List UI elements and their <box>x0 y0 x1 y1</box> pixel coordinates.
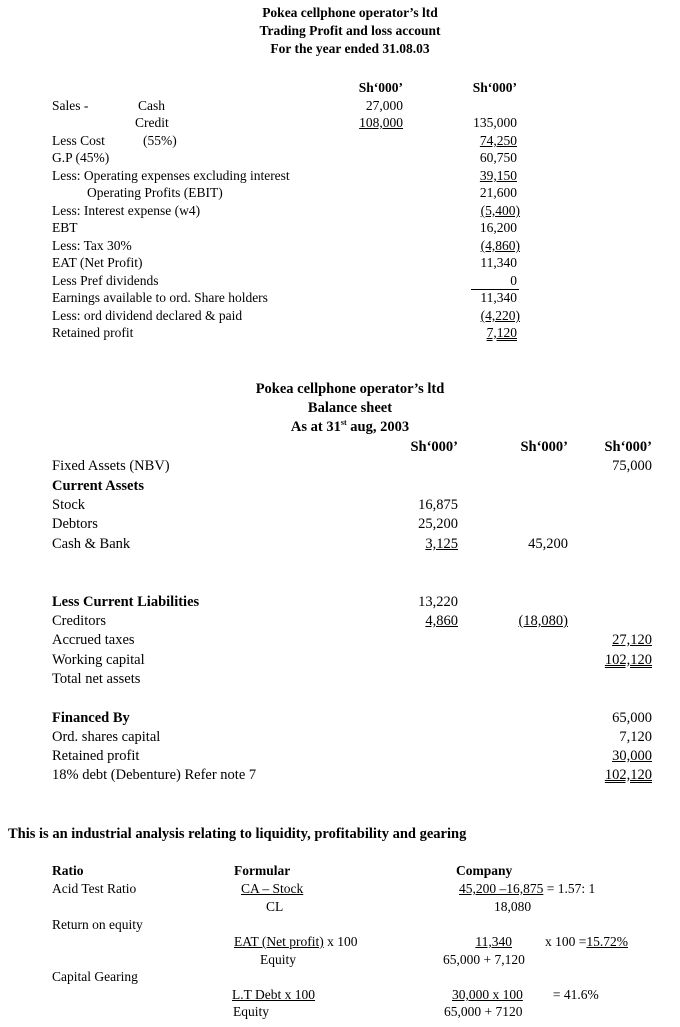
acid-test-formula-denominator: CL <box>266 899 284 914</box>
acid-test-company-denominator: 18,080 <box>494 899 532 914</box>
balance-col3-head: Sh‘000’ <box>604 439 652 455</box>
trading-row-v2: (4,860) <box>480 238 520 253</box>
trading-row-sub: (55%) <box>143 133 177 148</box>
trading-row-label: Less Cost <box>52 133 105 148</box>
trading-row-label: Less: ord dividend declared & paid <box>52 308 243 323</box>
creditors-label: Creditors <box>52 613 106 629</box>
trading-row-v2: 21,600 <box>479 185 517 200</box>
gearing-company-value: 30,000 x 100 = 41.6% <box>452 987 599 1002</box>
retained-profit-value: 30,000 <box>612 748 652 764</box>
balance-col1-head: Sh‘000’ <box>410 439 458 455</box>
gearing-formula-numerator: L.T Debt x 100 <box>232 987 315 1002</box>
trading-col1-head: Sh‘000’ <box>358 80 403 95</box>
roe-formula-denominator: Equity <box>260 952 296 967</box>
trading-row-v1: 108,000 <box>359 115 403 130</box>
trading-row-v2: 11,340 <box>480 290 517 305</box>
trading-row-sub: Cash <box>138 98 165 113</box>
trading-row-label: Less: Tax 30% <box>52 238 132 253</box>
trading-row-label: Retained profit <box>52 325 134 340</box>
ratio-heading: Ratio <box>52 863 84 878</box>
working-capital-value: 102,120 <box>604 652 652 668</box>
stock-label: Stock <box>52 497 86 513</box>
cash-value: 3,125 <box>425 536 458 552</box>
ord-shares-value: 7,120 <box>619 729 652 745</box>
trading-row-v2: (4,220) <box>480 308 520 323</box>
debtors-label: Debtors <box>52 516 98 532</box>
roe-company-denominator: 65,000 + 7,120 <box>443 952 525 967</box>
trading-title-statement: Trading Profit and loss account <box>259 23 441 38</box>
current-assets-total: 45,200 <box>528 536 568 552</box>
trading-retained-profit-value: 7,120 <box>486 325 517 340</box>
cash-label: Cash & Bank <box>52 536 131 552</box>
less-current-liabilities-heading: Less Current Liabilities <box>52 594 200 610</box>
balance-col2-head: Sh‘000’ <box>520 439 568 455</box>
total-net-assets-label: Total net assets <box>52 671 141 687</box>
trading-row-label: Earnings available to ord. Share holders <box>52 290 268 305</box>
trading-title-period: For the year ended 31.08.03 <box>270 41 430 56</box>
trading-row-v1: 27,000 <box>365 98 403 113</box>
fixed-assets-label: Fixed Assets (NBV) <box>52 458 170 474</box>
roe-company-value: 11,340 x 100 =15.72% <box>475 934 628 949</box>
company-heading: Company <box>456 863 513 878</box>
trading-row-v2: 135,000 <box>473 115 517 130</box>
trading-row-v2: 60,750 <box>479 150 517 165</box>
balance-title-statement: Balance sheet <box>307 400 393 416</box>
acid-test-label: Acid Test Ratio <box>52 881 137 896</box>
creditors-value: 4,860 <box>425 613 458 629</box>
trading-row-label: Less Pref dividends <box>52 273 159 288</box>
gearing-formula-denominator: Equity <box>233 1004 269 1019</box>
roe-formula-numerator: EAT (Net profit) x 100 <box>234 934 358 949</box>
trading-row-v2: 39,150 <box>479 168 517 183</box>
trading-row-label: EAT (Net Profit) <box>52 255 143 270</box>
ord-shares-label: Ord. shares capital <box>52 729 161 745</box>
trading-row-v2: 16,200 <box>479 220 517 235</box>
debenture-label: 18% debt (Debenture) Refer note 7 <box>52 767 257 783</box>
trading-row-label: Sales - <box>52 98 89 113</box>
trading-row-sub: Credit <box>135 115 169 130</box>
acid-test-company-value: 45,200 –16,875 = 1.57: 1 <box>459 881 596 896</box>
trading-row-label: EBT <box>52 220 78 235</box>
financed-by-value: 65,000 <box>612 710 652 726</box>
analysis-intro: This is an industrial analysis relating to liquidity, profitability and gearing <box>8 826 467 842</box>
stock-value: 16,875 <box>418 497 458 513</box>
retained-profit-label: Retained profit <box>52 748 140 764</box>
accrued-taxes-label: Accrued taxes <box>52 632 135 648</box>
trading-col2-head: Sh‘000’ <box>472 80 517 95</box>
trading-row-label: Operating Profits (EBIT) <box>87 185 223 200</box>
accrued-value: 27,120 <box>612 632 652 648</box>
trading-row-label: G.P (45%) <box>52 150 110 165</box>
trading-row-v2: 0 <box>510 273 517 288</box>
balance-title-date: As at 31st aug, 2003 <box>290 418 410 435</box>
debenture-value: 102,120 <box>604 767 652 783</box>
balance-title-company: Pokea cellphone operator’s ltd <box>255 381 445 397</box>
current-liabilities-total: (18,080) <box>518 613 568 629</box>
gearing-company-denominator: 65,000 + 7120 <box>444 1004 523 1019</box>
current-liabilities-value: 13,220 <box>418 594 458 610</box>
trading-row-v2: 74,250 <box>479 133 517 148</box>
formula-heading: Formular <box>234 863 291 878</box>
financed-by-heading: Financed By <box>52 710 130 726</box>
roe-label: Return on equity <box>52 917 143 932</box>
debtors-value: 25,200 <box>418 516 458 532</box>
capital-gearing-label: Capital Gearing <box>52 969 138 984</box>
acid-test-formula-numerator: CA – Stock <box>241 881 304 896</box>
current-assets-heading: Current Assets <box>52 478 144 494</box>
trading-row-v2: 11,340 <box>480 255 517 270</box>
fixed-assets-value: 75,000 <box>612 458 652 474</box>
trading-row-label: Less: Interest expense (w4) <box>52 203 201 218</box>
trading-row-v2: (5,400) <box>480 203 520 218</box>
working-capital-label: Working capital <box>52 652 145 668</box>
trading-title-company: Pokea cellphone operator’s ltd <box>262 5 438 20</box>
trading-row-label: Less: Operating expenses excluding interest <box>52 168 290 183</box>
